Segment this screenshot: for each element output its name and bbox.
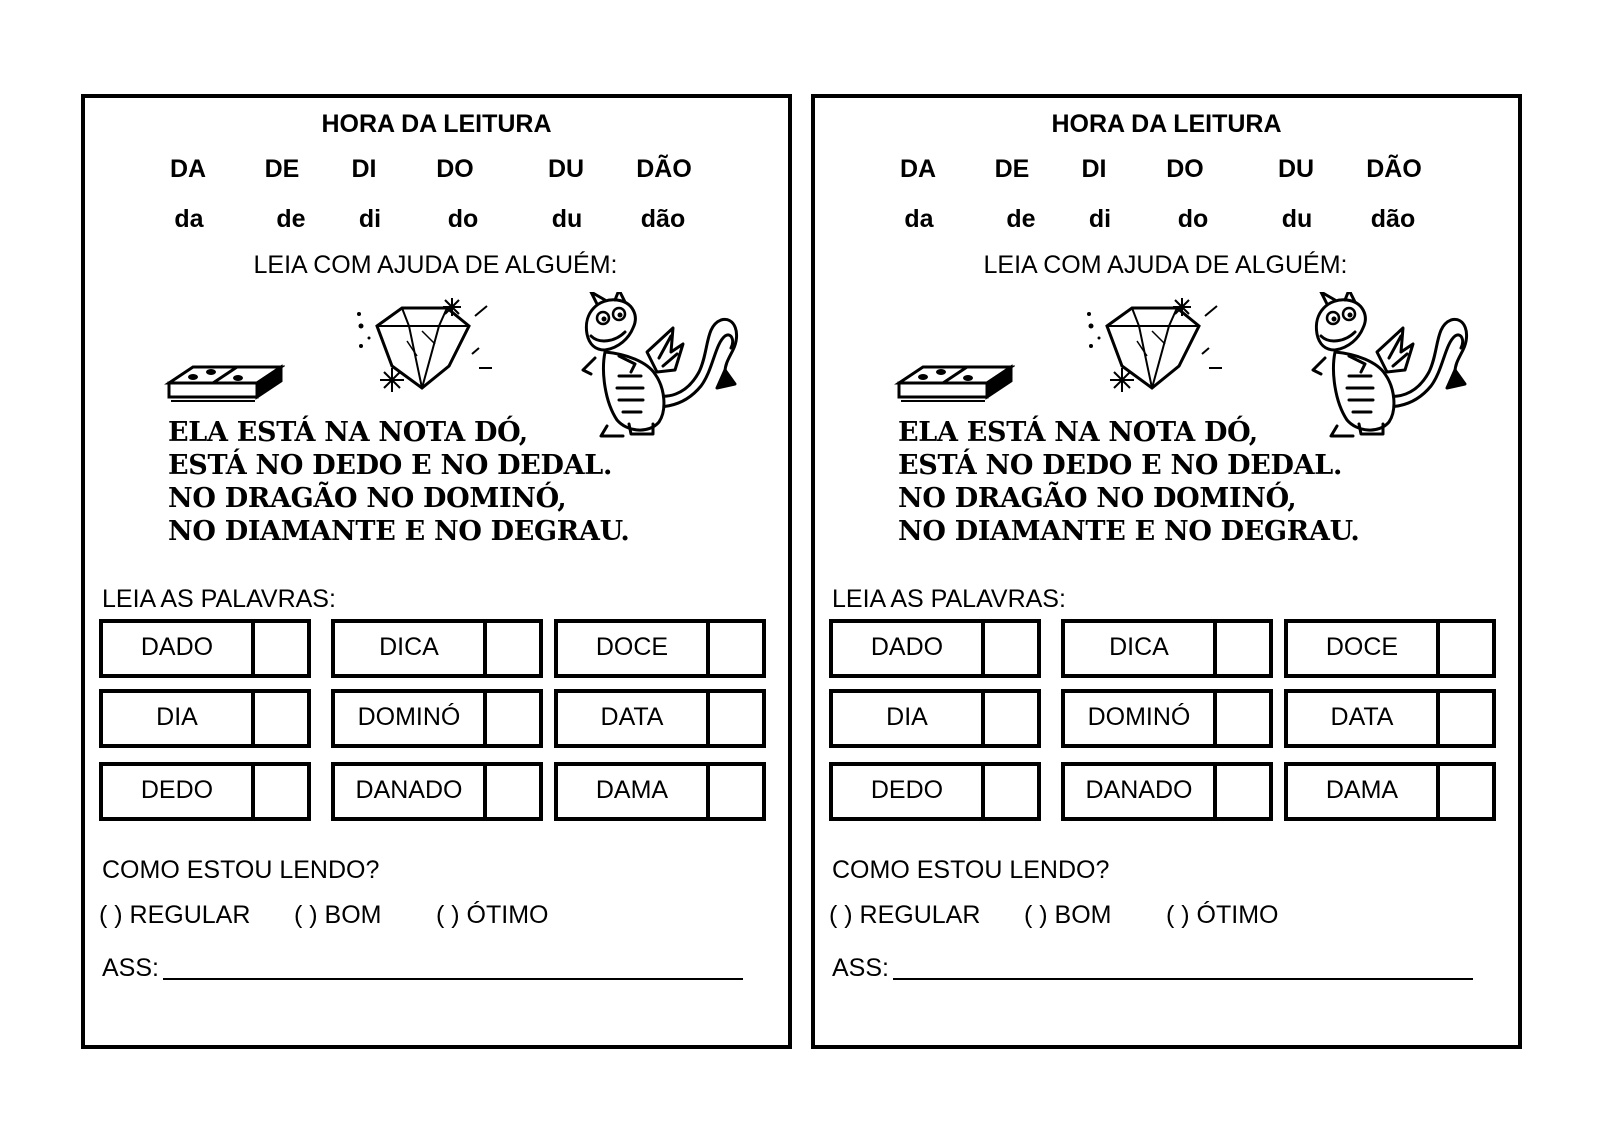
syllable-upper: DU	[547, 155, 585, 183]
poem-line: ELA ESTÁ NA NOTA DÓ,	[898, 417, 1258, 448]
word-checkbox[interactable]	[985, 766, 1037, 817]
rating-option-bom[interactable]: ( ) BOM	[294, 901, 382, 929]
rating-option-otimo[interactable]: ( ) ÓTIMO	[1166, 901, 1279, 929]
word-label: DEDO	[103, 766, 255, 817]
poem-line: NO DRAGÃO NO DOMINÓ,	[898, 483, 1297, 514]
word-box	[1284, 762, 1496, 821]
word-checkbox[interactable]	[1440, 693, 1492, 744]
word-box	[829, 619, 1041, 678]
diamond-icon	[347, 296, 507, 396]
syllable-upper: DE	[994, 155, 1030, 183]
word-checkbox[interactable]	[255, 693, 307, 744]
poem-line: NO DIAMANTE E NO DEGRAU.	[898, 516, 1360, 547]
domino-icon	[163, 361, 285, 411]
word-checkbox[interactable]	[487, 693, 539, 744]
word-box	[554, 619, 766, 678]
diamond-icon	[1077, 296, 1237, 396]
syllable-lower: da	[904, 205, 934, 233]
word-checkbox[interactable]	[487, 766, 539, 817]
reading-question: COMO ESTOU LENDO?	[832, 856, 1110, 884]
word-box	[829, 762, 1041, 821]
signature-line[interactable]	[893, 978, 1473, 980]
signature-label: ASS:	[832, 954, 889, 982]
word-box	[99, 689, 311, 748]
card-title: HORA DA LEITURA	[1051, 110, 1282, 138]
syllable-lower: dão	[1370, 205, 1416, 233]
syllable-lower: de	[1006, 205, 1036, 233]
word-checkbox[interactable]	[487, 623, 539, 674]
signature-label: ASS:	[102, 954, 159, 982]
syllable-upper: DA	[899, 155, 937, 183]
word-label: DOCE	[1288, 623, 1440, 674]
word-box	[829, 689, 1041, 748]
word-checkbox[interactable]	[710, 623, 762, 674]
poem-line: NO DRAGÃO NO DOMINÓ,	[168, 483, 567, 514]
word-checkbox[interactable]	[985, 693, 1037, 744]
rating-option-regular[interactable]: ( ) REGULAR	[99, 901, 251, 929]
reading-card-right	[811, 94, 1522, 1049]
card-title: HORA DA LEITURA	[321, 110, 552, 138]
instruction-read-with-help: LEIA COM AJUDA DE ALGUÉM:	[983, 251, 1348, 279]
word-label: DOCE	[558, 623, 710, 674]
poem-line: ESTÁ NO DEDO E NO DEDAL.	[898, 450, 1343, 481]
word-checkbox[interactable]	[1440, 766, 1492, 817]
word-label: DEDO	[833, 766, 985, 817]
word-label: DICA	[335, 623, 487, 674]
word-checkbox[interactable]	[1440, 623, 1492, 674]
word-checkbox[interactable]	[1217, 623, 1269, 674]
words-label: LEIA AS PALAVRAS:	[102, 585, 336, 613]
poem-line: NO DIAMANTE E NO DEGRAU.	[168, 516, 630, 547]
word-label: DADO	[833, 623, 985, 674]
word-checkbox[interactable]	[710, 693, 762, 744]
word-box	[331, 689, 543, 748]
word-box	[331, 762, 543, 821]
syllable-lower: do	[1177, 205, 1209, 233]
word-label: DADO	[103, 623, 255, 674]
syllable-upper: DÃO	[1366, 155, 1422, 183]
word-box	[554, 689, 766, 748]
syllable-lower: do	[447, 205, 479, 233]
syllable-lower: di	[358, 205, 382, 233]
rating-option-regular[interactable]: ( ) REGULAR	[829, 901, 981, 929]
word-box	[99, 619, 311, 678]
poem-line: ESTÁ NO DEDO E NO DEDAL.	[168, 450, 613, 481]
syllable-upper: DI	[351, 155, 377, 183]
syllable-upper: DI	[1081, 155, 1107, 183]
instruction-read-with-help: LEIA COM AJUDA DE ALGUÉM:	[253, 251, 618, 279]
syllable-lower: du	[1281, 205, 1313, 233]
syllable-upper: DE	[264, 155, 300, 183]
rating-option-otimo[interactable]: ( ) ÓTIMO	[436, 901, 549, 929]
word-box	[1284, 619, 1496, 678]
syllable-lower: da	[174, 205, 204, 233]
word-label: DOMINÓ	[1065, 693, 1217, 744]
word-label: DANADO	[1065, 766, 1217, 817]
word-label: DIA	[103, 693, 255, 744]
signature-line[interactable]	[163, 978, 743, 980]
word-checkbox[interactable]	[1217, 693, 1269, 744]
syllable-lower: de	[276, 205, 306, 233]
words-label: LEIA AS PALAVRAS:	[832, 585, 1066, 613]
reading-card-left	[81, 94, 792, 1049]
syllable-lower: di	[1088, 205, 1112, 233]
word-checkbox[interactable]	[1217, 766, 1269, 817]
syllable-upper: DO	[1166, 155, 1204, 183]
syllable-lower: dão	[640, 205, 686, 233]
syllable-upper: DÃO	[636, 155, 692, 183]
word-checkbox[interactable]	[985, 623, 1037, 674]
word-label: DAMA	[558, 766, 710, 817]
word-box	[1284, 689, 1496, 748]
word-box	[99, 762, 311, 821]
word-checkbox[interactable]	[255, 766, 307, 817]
word-checkbox[interactable]	[710, 766, 762, 817]
reading-question: COMO ESTOU LENDO?	[102, 856, 380, 884]
poem-line: ELA ESTÁ NA NOTA DÓ,	[168, 417, 528, 448]
word-checkbox[interactable]	[255, 623, 307, 674]
word-label: DATA	[1288, 693, 1440, 744]
poem	[168, 416, 728, 548]
rating-option-bom[interactable]: ( ) BOM	[1024, 901, 1112, 929]
domino-icon	[893, 361, 1015, 411]
word-label: DICA	[1065, 623, 1217, 674]
word-label: DAMA	[1288, 766, 1440, 817]
word-box	[1061, 762, 1273, 821]
syllable-upper: DU	[1277, 155, 1315, 183]
word-box	[554, 762, 766, 821]
word-label: DOMINÓ	[335, 693, 487, 744]
word-box	[331, 619, 543, 678]
syllable-upper: DA	[169, 155, 207, 183]
syllable-upper: DO	[436, 155, 474, 183]
word-label: DATA	[558, 693, 710, 744]
syllable-lower: du	[551, 205, 583, 233]
word-label: DIA	[833, 693, 985, 744]
word-box	[1061, 689, 1273, 748]
poem	[898, 416, 1458, 548]
word-label: DANADO	[335, 766, 487, 817]
word-box	[1061, 619, 1273, 678]
